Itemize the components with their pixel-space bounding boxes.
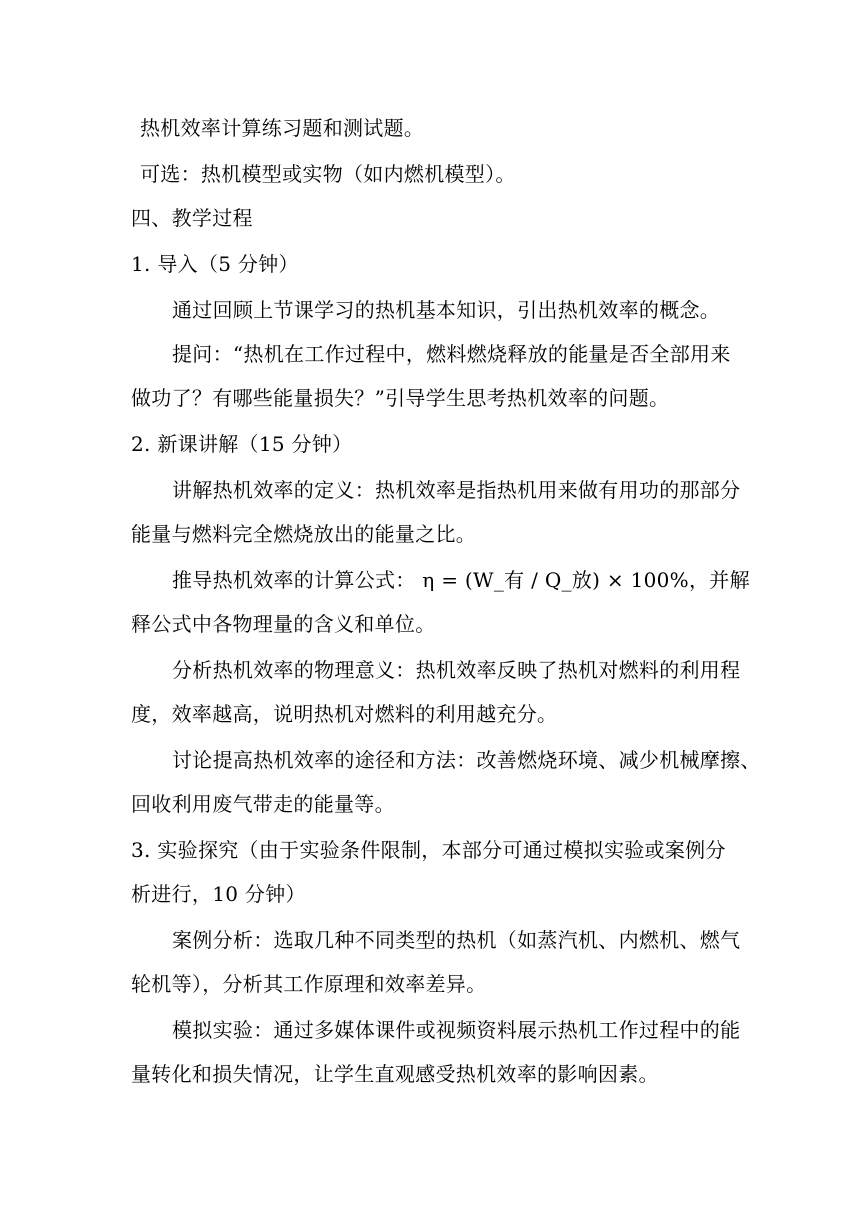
text-line-materials: 热机效率计算练习题和测试题。 bbox=[140, 116, 425, 140]
paragraph-line: 提问：“热机在工作过程中，燃料燃烧释放的能量是否全部用来 bbox=[172, 342, 731, 366]
paragraph-line: 分析热机效率的物理意义：热机效率反映了热机对燃料的利用程 bbox=[172, 658, 741, 682]
step-heading-experiment: 3. 实验探究（由于实验条件限制，本部分可通过模拟实验或案例分 bbox=[131, 838, 726, 862]
step-heading-intro: 1. 导入（5 分钟） bbox=[131, 252, 299, 276]
paragraph-line: 案例分析：选取几种不同类型的热机（如蒸汽机、内燃机、燃气 bbox=[172, 928, 741, 952]
formula-line: 推导热机效率的计算公式： η = (W_有 / Q_放) × 100%，并解 bbox=[172, 568, 750, 592]
section-heading-teaching-process: 四、教学过程 bbox=[131, 206, 253, 230]
paragraph-line: 释公式中各物理量的含义和单位。 bbox=[131, 612, 436, 636]
paragraph-line: 回收利用废气带走的能量等。 bbox=[131, 792, 395, 816]
paragraph-line: 讲解热机效率的定义：热机效率是指热机用来做有用功的那部分 bbox=[172, 478, 741, 502]
paragraph-line: 轮机等），分析其工作原理和效率差异。 bbox=[131, 972, 487, 996]
paragraph-line: 讨论提高热机效率的途径和方法：改善燃烧环境、减少机械摩擦、 bbox=[172, 748, 761, 772]
text-line-optional: 可选：热机模型或实物（如内燃机模型）。 bbox=[140, 162, 516, 186]
paragraph-line: 量转化和损失情况，让学生直观感受热机效率的影响因素。 bbox=[131, 1062, 659, 1086]
step-heading-continuation: 析进行，10 分钟） bbox=[131, 882, 306, 906]
paragraph-line: 做功了？有哪些能量损失？”引导学生思考热机效率的问题。 bbox=[131, 386, 670, 410]
paragraph-line: 通过回顾上节课学习的热机基本知识，引出热机效率的概念。 bbox=[172, 298, 721, 322]
paragraph-line: 模拟实验：通过多媒体课件或视频资料展示热机工作过程中的能 bbox=[172, 1018, 741, 1042]
paragraph-line: 度，效率越高，说明热机对燃料的利用越充分。 bbox=[131, 702, 558, 726]
step-heading-new-lesson: 2. 新课讲解（15 分钟） bbox=[131, 432, 353, 456]
paragraph-line: 能量与燃料完全燃烧放出的能量之比。 bbox=[131, 522, 477, 546]
